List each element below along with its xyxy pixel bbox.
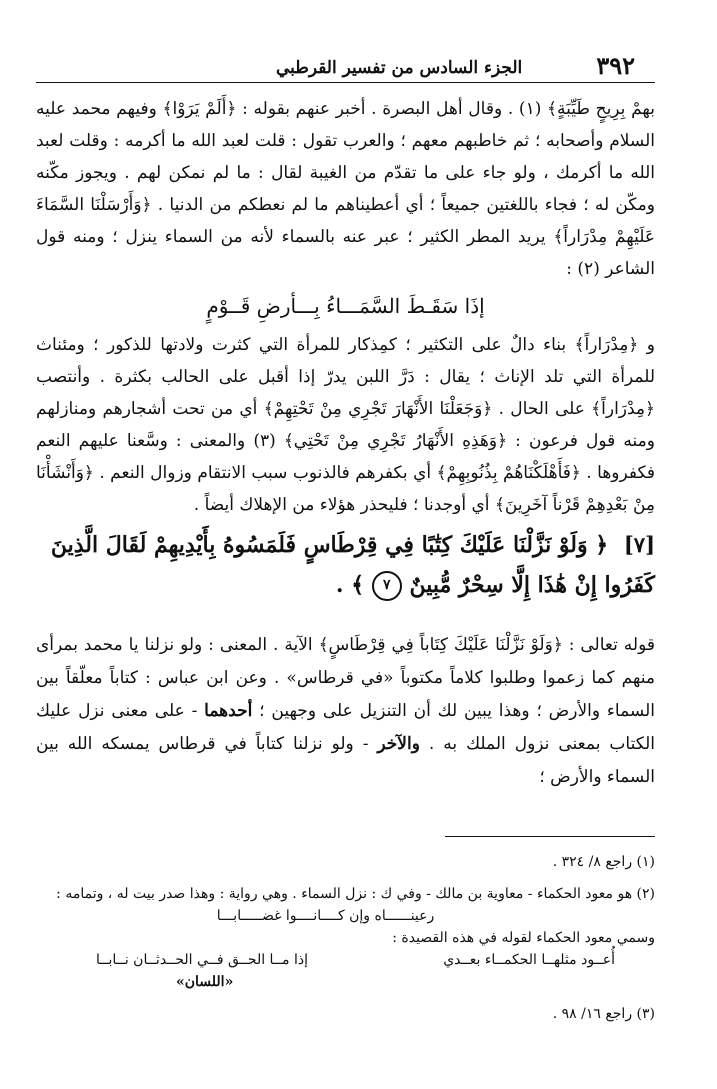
verse-number: [٧] <box>623 532 655 557</box>
footnote-2-verse: رعينــــــاه وإن كــــانــــوا غضـــــابـــا <box>216 908 435 924</box>
footnote-2-poem <box>36 949 655 971</box>
ayah-end-marker: ٧ <box>372 571 402 601</box>
footnote-1: (١) راجع ٨/ ٣٢٤ . <box>552 854 655 870</box>
first-meaning-label: أحدهما <box>204 701 253 721</box>
header-rule <box>36 82 655 83</box>
commentary-paragraph <box>36 629 655 794</box>
intro-paragraph-1: بهمْ بِرِيحٍ طَيِّبَةٍ﴾ (١) . وقال أهل البصرة . أخبر عنهم بقوله : ﴿أَلَمْ يَرَوْا﴾ وفيهم محمد عليه السلام وأصحابه ؛ ثم خاطبهم معهم ؛ والعرب تقول : قلت لعبد الله ما أكرمه : وقلت لعبد الله ما أكرمك ، ولو جاء على ما تقدّم من الغيبة لقال : ما لم نمكن لهم . ويجوز مكّنه ومكّن له ؛ فجاء باللغتين جميعاً ؛ أي أعطيناهم ما لم نعطكم من الدنيا . ﴿وَأَرْسَلْنَا السَّمَاءَ عَلَيْهِمْ مِدْرَاراً﴾ يريد المطر الكثير ؛ عبر عنه بالسماء لأنه من السماء ينزل ؛ ومنه قول الشاعر (٢) : <box>36 99 655 279</box>
page-header <box>36 40 655 80</box>
footnotes <box>36 851 655 1025</box>
page-number: ٣٩٢ <box>596 51 635 80</box>
commentary-text-2: - على معنى نزل عليك الكتاب بمعنى نزول الملك به . <box>36 701 655 754</box>
footnote-2-note: وسمي معود الحكماء لقوله في هذه القصيدة : <box>392 930 655 946</box>
intro-paragraph-2: و ﴿مِدْرَاراً﴾ بناء دالٌ على التكثير ؛ كمِذكار للمرأة التي كثرت ولادتها للذكور ؛ ومئناث للمرأة التي تلد الإناث ؛ يقال : دَرَّ اللبن يدرّ إذا أقبل على الحالب بكثرة . وأنتصب ﴿مِدْرَاراً﴾ على الحال . ﴿وَجَعَلْنَا الأَنْهَارَ تَجْرِي مِنْ تَحْتِهِمْ﴾ أي من تحت أشجارهم ومنازلهم ومنه قول فرعون : ﴿وَهَذِهِ الأَنْهَارُ تَجْرِي مِنْ تَحْتِي﴾ (٣) والمعنى : وسَّعنا عليهم النعم فكفروها . ﴿فَأَهْلَكْنَاهُمْ بِذُنُوبِهِمْ﴾ أي بكفرهم فالذنوب سبب الانتقام وزوال النعم . ﴿وَأَنْشَأْنَا مِنْ بَعْدِهِمْ قَرْناً آخَرِينَ﴾ أي أوجدنا ؛ فليحذر هؤلاء من الإهلاك أيضاً . <box>36 335 655 515</box>
commentary-section <box>36 629 655 794</box>
footnote-2: (٢) هو معود الحكماء - معاوية بن مالك - وفي ك : نزل السماء . وهي رواية : وهذا صدر بيت له ، وتمامه : <box>56 886 655 902</box>
quran-verse-block <box>36 525 655 605</box>
commentary-text-1: قوله تعالى : ﴿وَلَوْ نَزَّلْنَا عَلَيْكَ كِتَاباً فِي قِرْطَاسٍ﴾ الآية . المعنى : ولو نزلنا يا محمد بمرأى منهم كما زعموا وطلبوا كلاماً مكتوباً «في قرطاس» . وعن ابن عباس : كتاباً معلّقاً بين السماء والأرض ؛ وهذا يبين لك أن التنزيل على وجهين ؛ <box>36 635 655 721</box>
second-meaning-label: والآخر <box>377 734 420 754</box>
running-title: الجزء السادس من تفسير القرطبي <box>276 58 523 78</box>
commentary-text-3: - ولو نزلنا كتاباً في قرطاس يمسكه الله بين السماء والأرض ؛ <box>36 734 655 787</box>
poem-hemistich-left: إذا مــا الحــق فــي الحــدثــان نــابــا <box>96 952 308 968</box>
poetry-verse: إذَا سَقَـطَ السَّمَـــاءُ بِـــأرضِ قَــوْمٍ <box>206 294 485 318</box>
footnote-2-source: «اللسان» <box>176 974 234 990</box>
footnote-3: (٣) راجع ١٦/ ٩٨ . <box>552 1006 655 1022</box>
verse-closing: ﴾ . <box>335 572 365 598</box>
poem-hemistich-right: أُعــود مثلهــا الحكمــاء بعــدي <box>443 952 615 968</box>
verse-text: ﴿ وَلَوْ نَزَّلْنَا عَلَيْكَ كِتَٰبًا فِي قِرْطَاسٍ فَلَمَسُوهُ بِأَيْدِيهِمْ لَقَالَ الَّذِينَ كَفَرُوا إِنْ هَٰذَا إِلَّا سِحْرٌ مُّبِينٌ <box>50 532 655 598</box>
footnote-divider <box>445 836 655 837</box>
intro-section <box>36 93 655 521</box>
